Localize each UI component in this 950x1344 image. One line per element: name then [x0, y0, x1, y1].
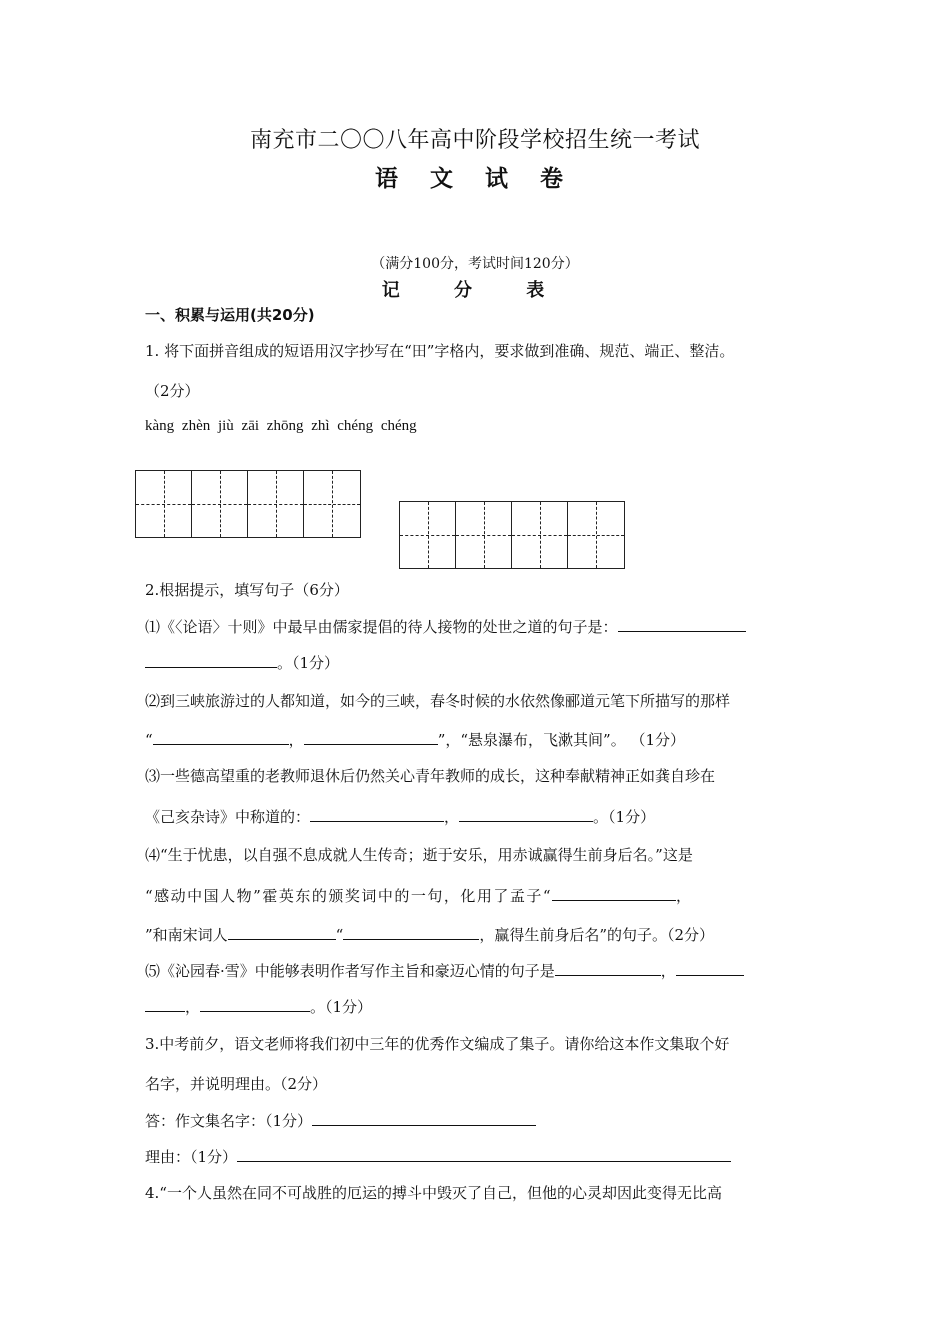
tianzige-cell[interactable] — [400, 502, 456, 568]
q2-p4-pre: “感动中国人物”霍英东的颁奖词中的一句，化用了孟子“ — [145, 887, 553, 905]
tianzige-cell[interactable] — [136, 471, 192, 537]
q2-part3-line1: ⑶一些德高望重的老教师退休后仍然关心青年教师的成长，这种奉献精神正如龚自珍在 — [145, 767, 716, 785]
tianzige-cell[interactable] — [248, 471, 304, 537]
comma: ， — [288, 731, 304, 749]
comma: ， — [676, 887, 693, 905]
answer-name-label: 答：作文集名字：（1分） — [145, 1112, 313, 1130]
answer-blank[interactable] — [555, 961, 661, 976]
comma: ， — [660, 962, 676, 980]
q3-answer-name — [145, 1110, 536, 1131]
tianzige-cell[interactable] — [192, 471, 248, 537]
question-3-line1: 3.中考前夕，语文老师将我们初中三年的优秀作文编成了集子。请你给这本作文集取个好 — [145, 1035, 730, 1053]
question-1-text: 1. 将下面拼音组成的短语用汉字抄写在“田”字格内，要求做到准确、规范、端正、整洁。 — [145, 342, 735, 360]
pinyin-line: kàng zhèn jiù zāi zhōng zhì chéng chéng — [145, 418, 417, 434]
q2-part2-line1: ⑵到三峡旅游过的人都知道，如今的三峡，春冬时候的水依然像郦道元笔下所描写的那样 — [145, 692, 731, 710]
answer-blank[interactable] — [676, 961, 744, 976]
answer-blank[interactable] — [310, 807, 444, 822]
quote-open: “ — [335, 926, 344, 944]
tianzige-cell[interactable] — [568, 502, 624, 568]
q2-part4-line1: ⑷“生于忧患，以自强不息成就人生传奇；逝于安乐，用赤诚赢得生前身后名。”这是 — [145, 846, 693, 864]
answer-blank[interactable] — [343, 925, 479, 940]
q3-answer-reason — [145, 1146, 731, 1167]
tianzige-cell[interactable] — [512, 502, 568, 568]
q2-part2-line2 — [145, 729, 685, 750]
tianzige-grid-2[interactable] — [399, 501, 625, 569]
answer-blank[interactable] — [312, 1111, 536, 1126]
tianzige-cell[interactable] — [456, 502, 512, 568]
q2-p1-text: ⑴《〈论语〉十则》中最早由儒家提倡的待人接物的处世之道的句子是： — [145, 618, 618, 636]
q2-p2-end: ”，“悬泉瀑布，飞漱其间”。 （1分） — [437, 731, 686, 749]
q2-part1-line1 — [145, 616, 746, 637]
q2-part3-line2 — [145, 806, 655, 827]
question-1-points: （2分） — [145, 382, 200, 400]
q2-p3-end: 。（1分） — [593, 808, 656, 826]
q2-part4-line2 — [145, 885, 693, 906]
question-4-text: 4.“一个人虽然在同不可战胜的厄运的搏斗中毁灭了自己，但他的心灵却因此变得无比高 — [145, 1184, 722, 1202]
q2-p5-pre: ⑸《沁园春·雪》中能够表明作者写作主旨和豪迈心情的句子是 — [145, 962, 555, 980]
q2-p4-pre2: ”和南宋词人 — [145, 926, 228, 944]
comma: ， — [185, 998, 201, 1016]
answer-reason-label: 理由：（1分） — [145, 1148, 238, 1166]
tianzige-grid-1[interactable] — [135, 470, 361, 538]
answer-blank[interactable] — [304, 730, 438, 745]
q2-p3-pre: 《己亥杂诗》中称道的： — [145, 808, 311, 826]
quote-open: “ — [145, 731, 153, 749]
answer-blank[interactable] — [237, 1147, 731, 1162]
paper-subtitle: 语 文 试 卷 — [374, 166, 576, 192]
comma: ， — [444, 808, 460, 826]
exam-title: 南充市二〇〇八年高中阶段学校招生统一考试 — [249, 128, 700, 153]
q2-part5-line1 — [145, 960, 744, 981]
question-2-text: 2.根据提示，填写句子（6分） — [145, 581, 349, 599]
answer-blank[interactable] — [228, 925, 336, 940]
section-heading: 一、积累与运用(共20分) — [145, 306, 315, 324]
answer-blank[interactable] — [552, 886, 676, 901]
answer-blank[interactable] — [145, 997, 185, 1012]
answer-blank[interactable] — [618, 617, 746, 632]
answer-blank[interactable] — [153, 730, 289, 745]
score-table-label: 记 分 表 — [381, 280, 569, 301]
answer-blank[interactable] — [200, 997, 310, 1012]
answer-blank[interactable] — [459, 807, 593, 822]
question-3-line2: 名字，并说明理由。（2分） — [145, 1075, 328, 1093]
q2-p1-end: 。（1分） — [277, 654, 340, 672]
q2-part5-line2 — [145, 996, 372, 1017]
tianzige-cell[interactable] — [304, 471, 360, 537]
q2-part4-line3 — [145, 924, 714, 945]
q2-p5-end: 。（1分） — [310, 998, 373, 1016]
answer-blank[interactable] — [145, 653, 277, 668]
q2-part1-line2 — [145, 652, 339, 673]
score-note: （满分100分，考试时间120分） — [371, 256, 579, 272]
q2-p4-end: ，赢得生前身后名”的句子。（2分） — [479, 926, 715, 944]
